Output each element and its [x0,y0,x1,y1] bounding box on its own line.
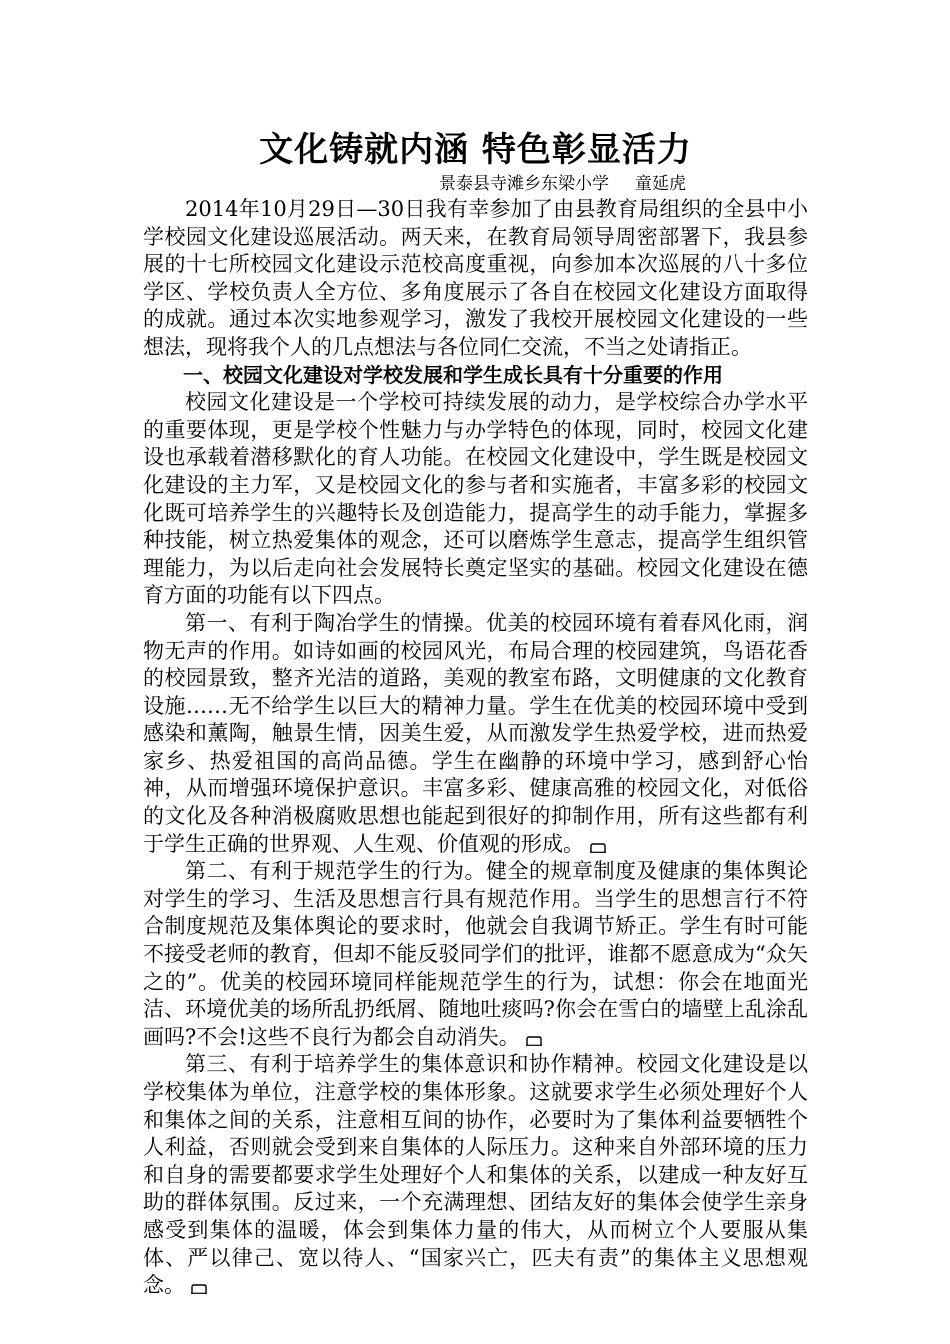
section-paragraph: 校园文化建设是一个学校可持续发展的动力，是学校综合办学水平的重要体现，更是学校个性魅力与办学特色的体现，同时，校园文化建设也承载着潜移默化的育人功能。在校园文化建设中，学生既是校园文化建设的主力军，又是校园文化的参与者和实施者，丰富多彩的校园文化既可培养学生的兴趣特长及创造能力，提高学生的动手能力，掌握多种技能，树立热爱集体的观念，还可以磨炼学生意志，提高学生组织管理能力，为以后走向社会发展特长奠定坚实的基础。校园文化建设在德育方面的功能有以下四点。 [143,390,808,608]
intro-paragraph: 2014年10月29日—30日我有幸参加了由县教育局组织的全县中小学校园文化建设巡展活动。两天来，在教育局领导周密部署下，我县参展的十七所校园文化建设示范校高度重视，向参加本次巡展的八十多位学区、学校负责人全方位、多角度展示了各自在校园文化建设方面取得的成就。通过本次实地参观学习，激发了我校开展校园文化建设的一些想法，现将我个人的几点想法与各位同仁交流，不当之处请指正。 [143,197,808,359]
point-one-paragraph [143,610,808,858]
paragraph-end-mark-icon [526,1036,542,1046]
point-three-text: 第三、有利于培养学生的集体意识和协作精神。校园文化建设是以学校集体为单位，注意学校的集体形象。这就要求学生必须处理好个人和集体之间的关系，注意相互间的协作，必要时为了集体利益要牺牲个人利益，否则就会受到来自集体的人际压力。这种来自外部环境的压力和自身的需要都要求学生处理好个人和集体的关系，以建成一种友好互助的群体氛围。反过来，一个充满理想、团结友好的集体会使学生亲身感受到集体的温暖，体会到集体力量的伟大，从而树立个人要服从集体、严以律己、宽以待人、“国家兴亡，匹夫有责”的集体主义思想观念。 [143,1052,808,1298]
point-two-text: 第二、有利于规范学生的行为。健全的规章制度及健康的集体舆论对学生的学习、生活及思想言行具有规范作用。当学生的思想言行不符合制度规范及集体舆论的要求时，他就会自我调节矫正。学生有时可能不接受老师的教育，但却不能反驳同学们的批评，谁都不愿意成为“众矢之的”。优美的校园环境同样能规范学生的行为，试想：你会在地面光洁、环境优美的场所乱扔纸屑、随地吐痰吗?你会在雪白的墙壁上乱涂乱画吗?不会!这些不良行为都会自动消失。 [143,859,808,1049]
paragraph-end-mark-icon [590,843,606,853]
document-page [143,128,808,1300]
byline-school: 景泰县寺滩乡东梁小学 [439,174,609,194]
document-title: 文化铸就内涵 特色彰显活力 [259,130,692,170]
section-heading: 一、校园文化建设对学校发展和学生成长具有十分重要的作用 [183,362,723,387]
paragraph-end-mark-icon [191,1284,207,1294]
point-three-paragraph [143,1051,808,1299]
point-two-paragraph [143,858,808,1051]
byline [143,172,808,196]
point-one-text: 第一、有利于陶冶学生的情操。优美的校园环境有着春风化雨，润物无声的作用。如诗如画的校园风光，布局合理的校园建筑，鸟语花香的校园景致，整齐光洁的道路，美观的教室布路，文明健康的文化教育设施……无不给学生以巨大的精神力量。学生在优美的校园环境中受到感染和薰陶，触景生情，因美生爱，从而激发学生热爱学校，进而热爱家乡、热爱祖国的高尚品德。学生在幽静的环境中学习，感到舒心怡神，从而增强环境保护意识。丰富多彩、健康高雅的校园文化，对低俗的文化及各种消极腐败思想也能起到很好的抑制作用，所有这些都有利于学生正确的世界观、人生观、价值观的形成。 [143,610,808,856]
byline-author: 童延虎 [635,174,686,194]
